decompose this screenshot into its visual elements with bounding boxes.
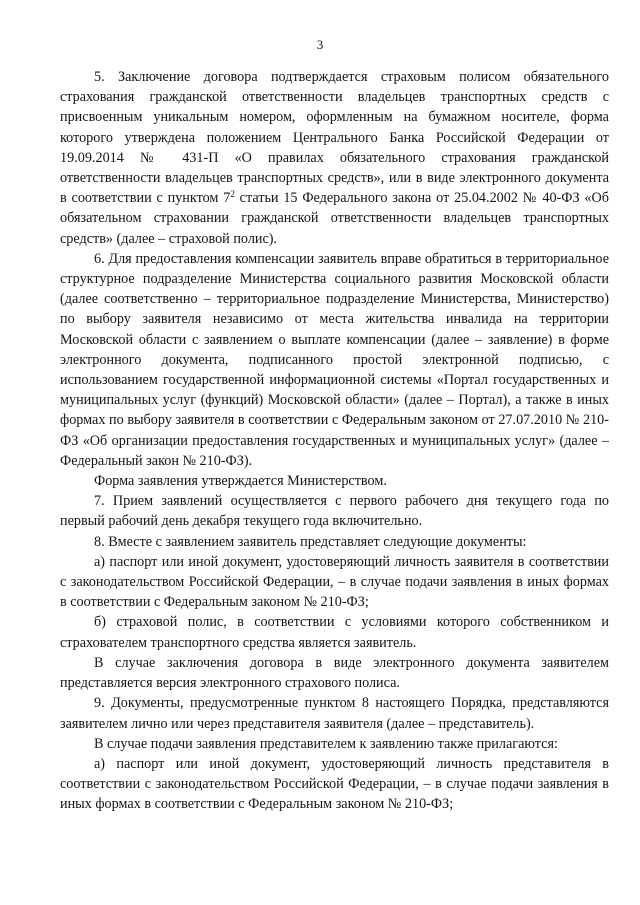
paragraph-7: 7. Прием заявлений осуществляется с первого рабочего дня текущего года по первый рабочий день декабря текущего года включительно.: [60, 493, 609, 530]
paragraph-8b: б) страховой полис, в соответствии с условиями которого собственником и страхователем транспортного средства является заявитель.: [60, 614, 609, 651]
superscript-2: 2: [230, 189, 235, 200]
paragraph-5: [60, 67, 609, 249]
paragraph-6: 6. Для предоставления компенсации заявитель вправе обратиться в территориальное структурное подразделение Министерства социального развития Московской области (далее соответственно – территориальное подразделение Министерства, Министерство) по выбору заявителя независимо от места жительства инвалида на территории Московской области с заявлением о выплате компенсации (далее – заявление) в форме электронного документа, подписанного простой электронной подписью, с использованием государственной информационной системы «Портал государственных и муниципальных услуг (функций) Московской области» (далее – Портал), а также в иных формах по выбору заявителя в соответствии с Федеральным законом от 27.07.2010 № 210-ФЗ «Об организации предоставления государственных и муниципальных услуг» (далее – Федеральный закон № 210-ФЗ).: [60, 250, 609, 469]
paragraph-8: 8. Вместе с заявлением заявитель представляет следующие документы:: [94, 533, 527, 550]
paragraph-representative-a: а) паспорт или иной документ, удостоверяющий личность представителя в соответствии с законодательством Российской Федерации, – в случае подачи заявления в иных формах в соответствии с Федеральным законом № 210-ФЗ;: [60, 755, 609, 813]
paragraph-electronic-policy: В случае заключения договора в виде электронного документа заявителем представляется версия электронного страхового полиса.: [60, 654, 609, 692]
paragraph-representative: В случае подачи заявления представителем к заявлению также прилагаются:: [94, 735, 558, 752]
paragraph-5-text-cont: статьи 15 Федерального закона от 25.04.2002 № 40-ФЗ «Об обязательном страховании гражданской ответственности владельцев транспортных средств» (далее – страховой полис).: [60, 190, 609, 247]
paragraph-9: 9. Документы, предусмотренные пунктом 8 настоящего Порядка, представляются заявителем лично или через представителя заявителя (далее – представитель).: [60, 695, 609, 732]
paragraph-5-text: 5. Заключение договора подтверждается страховым полисом обязательного страхования гражданской ответственности владельцев транспортных средств с присвоенным уникальным номером, оформленным на бумажном носителе, форма которого утверждена положением Центрального Банка Российской Федерации от 19.09.2014 № 431-П «О правилах обязательного страхования гражданской ответственности владельцев транспортных средств», или в виде электронного документа в соответствии с пунктом 7: [60, 69, 609, 207]
paragraph-8a: а) паспорт или иной документ, удостоверяющий личность заявителя в соответствии с законодательством Российской Федерации, – в случае подачи заявления в иных формах в соответствии с Федеральным законом № 210-ФЗ;: [60, 553, 609, 611]
document-body: [60, 67, 609, 815]
page-number: 3: [316, 37, 324, 52]
paragraph-form: Форма заявления утверждается Министерством.: [94, 473, 387, 490]
